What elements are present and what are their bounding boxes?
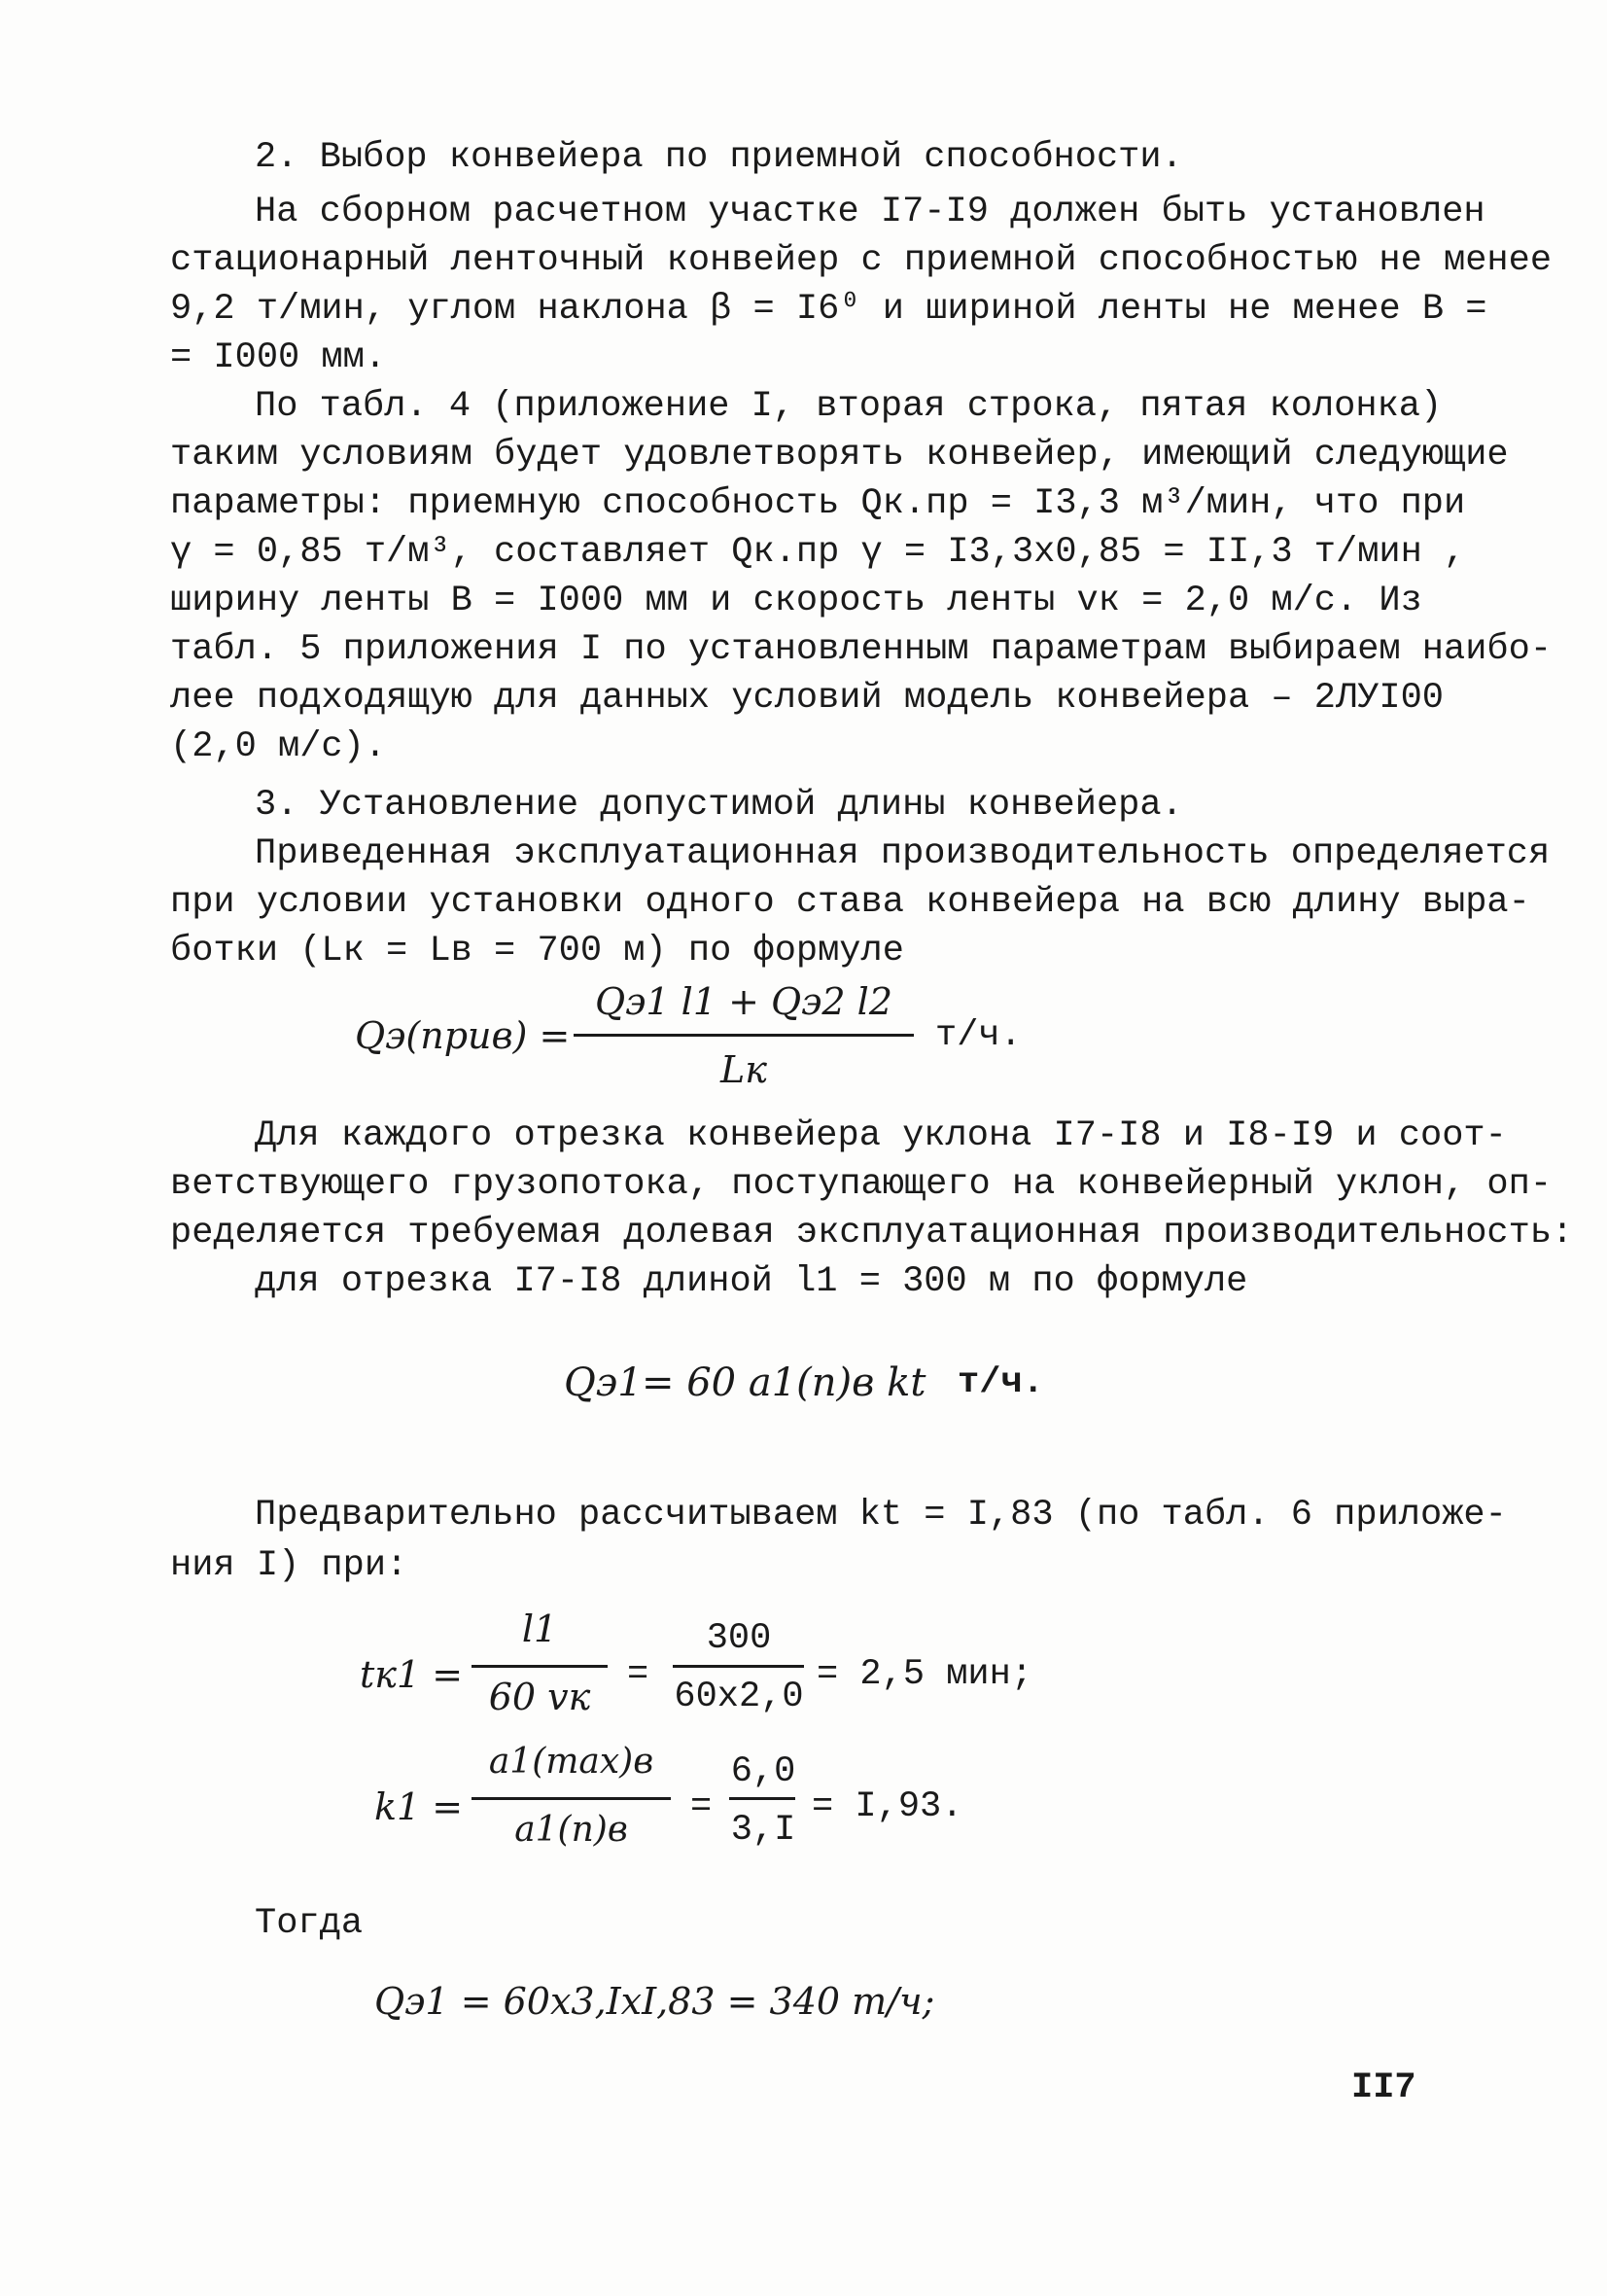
formula-denominator: 60 vк — [488, 1676, 591, 1718]
paragraph-line: ределяется требуемая долевая эксплуатационная производительность: — [170, 1213, 1574, 1254]
page-number: II7 — [1351, 2067, 1416, 2108]
paragraph-line: ветствующего грузопотока, поступающего на конвейерный уклон, оп- — [170, 1164, 1553, 1205]
paragraph-line: Приведенная эксплуатационная производительность определяется — [255, 833, 1551, 874]
formula-equals: = — [627, 1654, 649, 1695]
paragraph-line: По табл. 4 (приложение I, вторая строка, пятая колонка) — [255, 386, 1443, 427]
formula-numerator: l1 — [521, 1607, 558, 1650]
fraction-bar — [472, 1797, 671, 1800]
paragraph-line: ширину ленты B = I000 мм и скорость ленты vк = 2,0 м/с. Из — [170, 581, 1422, 621]
paragraph-line: параметры: приемную способность Qк.пр = I3,3 м³/мин, что при — [170, 483, 1466, 524]
paragraph-line: ния I) при: — [170, 1545, 408, 1586]
formula-lhs: tк1 = — [360, 1653, 464, 1696]
formula-lhs: Qэ(прив) = — [355, 1014, 571, 1057]
paragraph-line: Предварительно рассчитываем kt = I,83 (по табл. 6 приложе- — [255, 1495, 1507, 1536]
formula-numerator: 300 — [706, 1618, 772, 1659]
paragraph-line: Тогда — [255, 1903, 364, 1944]
paragraph-line: (2,0 м/с). — [170, 726, 387, 767]
paragraph-line: таким условиям будет удовлетворять конвейер, имеющий следующие — [170, 435, 1509, 476]
formula-unit: т/ч. — [958, 1362, 1044, 1403]
paragraph-line: ботки (Lк = Lв = 700 м) по формуле — [170, 931, 904, 971]
formula-denominator: 3,I — [730, 1810, 796, 1851]
formula-equals: = — [690, 1786, 713, 1827]
section-3-heading: 3. Установление допустимой длины конвейера. — [255, 785, 1183, 826]
paragraph-line: для отрезка I7-I8 длиной l1 = 300 м по формуле — [255, 1261, 1248, 1302]
fraction-bar — [574, 1034, 914, 1037]
fraction-bar — [472, 1665, 608, 1668]
paragraph-line: На сборном расчетном участке I7-I9 должен быть установлен — [255, 192, 1485, 232]
paragraph-line: = I000 мм. — [170, 337, 387, 378]
fraction-bar — [673, 1665, 804, 1668]
formula-result: = 2,5 мин; — [817, 1654, 1033, 1695]
paragraph-line: табл. 5 приложения I по установленным параметрам выбираем наибо- — [170, 629, 1553, 670]
formula-rhs: = 60 a1(п)в kt — [642, 1360, 926, 1405]
formula-lhs: k1 = — [374, 1785, 464, 1828]
paragraph-line: 9,2 т/мин, углом наклона β = I6⁰ и шириной ленты не менее B = — [170, 289, 1487, 330]
formula-denominator: a1(п)в — [514, 1810, 628, 1850]
formula-lhs: Qэ1 — [564, 1360, 643, 1405]
formula-result: = I,93. — [812, 1786, 963, 1827]
formula-numerator: a1(max)в — [488, 1742, 654, 1782]
formula-denominator: 60x2,0 — [674, 1677, 804, 1717]
section-2-heading: 2. Выбор конвейера по приемной способности. — [255, 137, 1183, 178]
paragraph-line: стационарный ленточный конвейер с приемной способностью не менее — [170, 240, 1553, 281]
formula-numerator: 6,0 — [730, 1751, 796, 1792]
formula-unit: т/ч. — [935, 1015, 1022, 1056]
paragraph-line: лее подходящую для данных условий модель конвейера – 2ЛУI00 — [170, 678, 1445, 719]
paragraph-line: γ = 0,85 т/м³, составляет Qк.пр γ = I3,3x0,85 = II,3 т/мин , — [170, 532, 1466, 573]
paragraph-line: при условии установки одного става конвейера на всю длину выра- — [170, 882, 1530, 923]
paragraph-line: Для каждого отрезка конвейера уклона I7-I8 и I8-I9 и соот- — [255, 1115, 1507, 1156]
fraction-bar — [729, 1797, 795, 1800]
formula-denominator: Lк — [720, 1048, 767, 1091]
formula-result-line: Qэ1 = 60x3,IxI,83 = 340 т/ч; — [374, 1980, 935, 2023]
formula-numerator: Qэ1 l1 + Qэ2 l2 — [594, 980, 893, 1023]
